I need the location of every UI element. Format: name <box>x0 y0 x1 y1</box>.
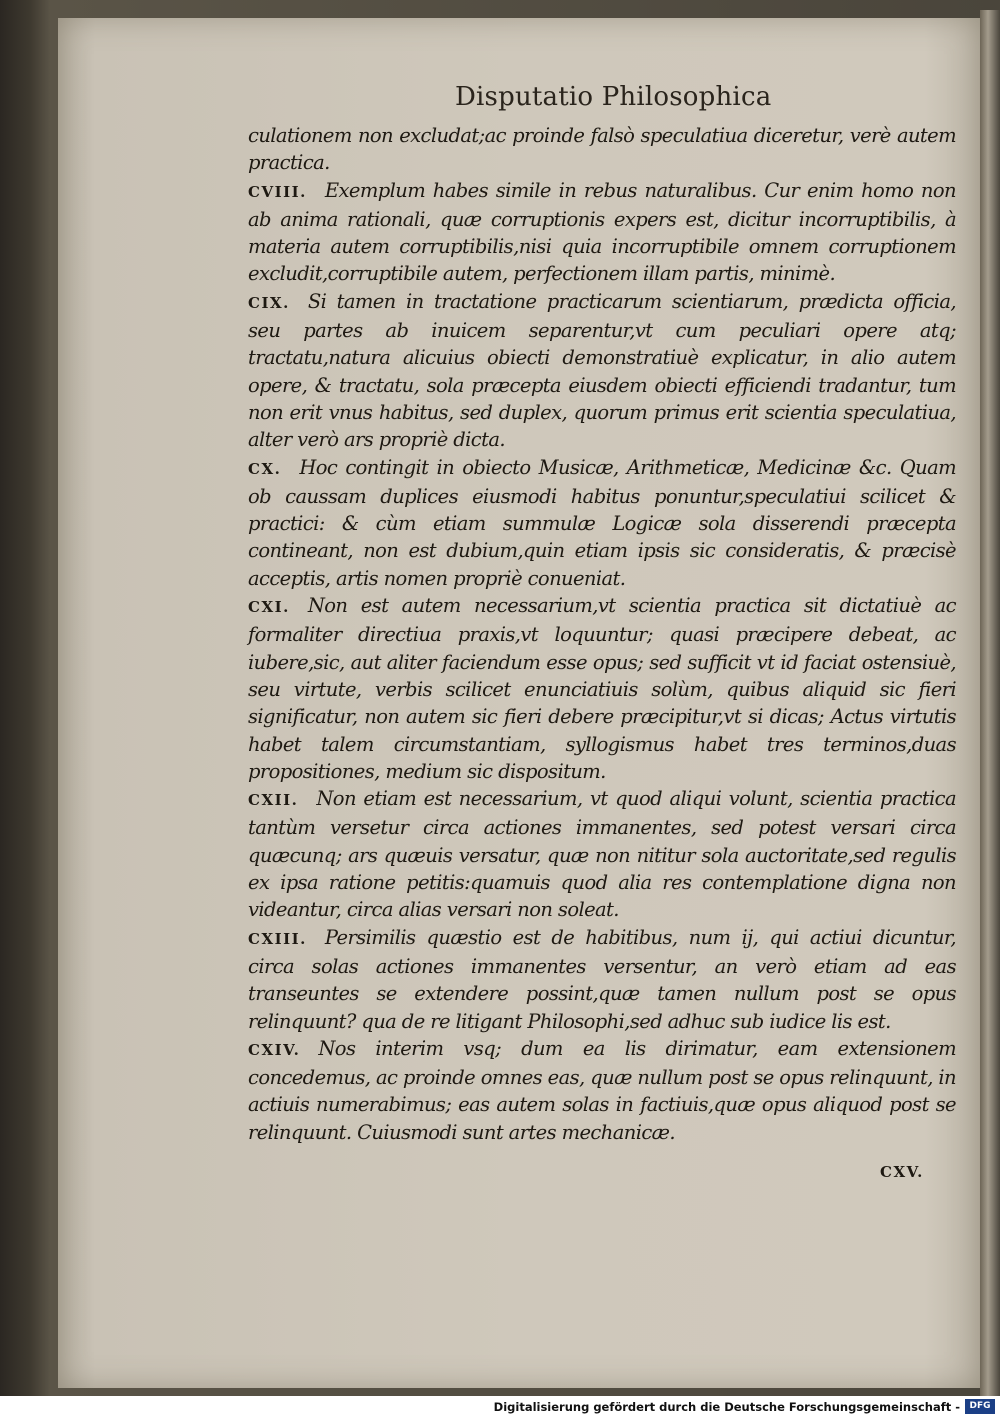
paragraph-number: CXII. <box>248 791 299 810</box>
book-fore-edge <box>980 10 1000 1396</box>
paragraph-number: CXI. <box>248 598 290 617</box>
page-body <box>248 122 956 1146</box>
paragraph-number: CVIII. <box>248 182 307 201</box>
running-head: Disputatio Philosophica <box>455 82 772 112</box>
paragraph-cxi <box>248 592 956 785</box>
paragraph-number: CX. <box>248 459 282 478</box>
paragraph-number: CXIV. <box>248 1040 301 1059</box>
continuation-line-2: practica. <box>248 151 330 175</box>
paragraph-text: Si tamen in tractatione practicarum scientiarum, prædicta officia, seu partes ab inuicem separentur,vt cum peculiari opere atq; tractatu,natura alicuius obiecti demonstratiuè explicatur, in alio autem opere, & tractatu, sola præcepta eiusdem obiecti efficiendi tradantur, tum non erit vnus habitus, sed duplex, quorum primus erit scientia speculatiua, alter verò ars propriè dicta. <box>248 289 956 452</box>
paragraph-number: CXIII. <box>248 929 307 948</box>
paragraph-cxiv <box>248 1035 956 1146</box>
paragraph-text: Non est autem necessarium,vt scientia practica sit dictatiuè ac formaliter directiua praxis,vt loquuntur; quasi præcipere debeat, ac iubere,sic, aut aliter faciendum esse opus; sed sufficit vt id faciat ostensiuè, seu virtute, verbis scilicet enunciatiuis solùm, quibus aliquid sic fieri significatur, non autem sic fieri debere præcipitur,vt si dicas; Actus virtutis habet talem circumstantiam, syllogismus habet tres terminos,duas propositiones, medium sic dispositum. <box>248 594 956 783</box>
paragraph-cxiii <box>248 924 956 1035</box>
continuation-line-1: culationem non excludat;ac proinde falsò speculatiua diceretur, verè autem <box>248 124 956 147</box>
paragraph-text: Exemplum habes simile in rebus naturalibus. Cur enim homo non ab anima rationali, quæ corruptionis expers est, dicitur incorruptibilis, à materia autem corruptibilis,nisi quia incorruptibile omnem corruptionem excludit,corruptibile autem, perfectionem illam partis, minimè. <box>248 178 956 286</box>
digitization-credit: Digitalisierung gefördert durch die Deutsche Forschungsgemeinschaft - <box>493 1400 960 1414</box>
paragraph-cviii <box>248 177 956 288</box>
dfg-logo: DFG <box>965 1399 995 1414</box>
paragraph-cx <box>248 454 956 592</box>
continuation-paragraph <box>248 122 956 177</box>
paragraph-cix <box>248 288 956 454</box>
paragraph-text: Non etiam est necessarium, vt quod aliqui volunt, scientia practica tantùm versetur circa actiones immanentes, sed potest versari circa quæcunq; ars quæuis versatur, quæ non nititur sola auctoritate,sed regulis ex ipsa ratione petitis:quamuis quod alia res contemplatione digna non videantur, circa alias versari non soleat. <box>248 787 956 922</box>
paragraph-text: Hoc contingit in obiecto Musicæ, Arithmeticæ, Medicinæ &c. Quam ob caussam duplices eiusmodi habitus ponuntur,speculatiui scilicet & practici: & cùm etiam summulæ Logicæ sola disserendi præcepta contineant, non est dubium,quin etiam ipsis sic consideratis, & præcisè acceptis, artis nomen propriè conueniat. <box>248 455 956 590</box>
paragraph-text: Persimilis quæstio est de habitibus, num ij, qui actiui dicuntur, circa solas actiones immanentes versentur, an verò etiam ad eas transeuntes se extendere possint,quæ tamen nullum post se opus relinquunt? qua de re litigant Philosophi,sed adhuc sub iudice lis est. <box>248 925 956 1033</box>
paragraph-cxii <box>248 785 956 923</box>
catchword: CXV. <box>880 1163 924 1181</box>
paragraph-number: CIX. <box>248 293 290 312</box>
paragraph-text: Nos interim vsq; dum ea lis dirimatur, eam extensionem concedemus, ac proinde omnes eas, quæ nullum post se opus relinquunt, in actiuis numerabimus; eas autem solas in factiuis,quæ opus aliquod post se relinquunt. Cuiusmodi sunt artes mechanicæ. <box>248 1036 956 1144</box>
